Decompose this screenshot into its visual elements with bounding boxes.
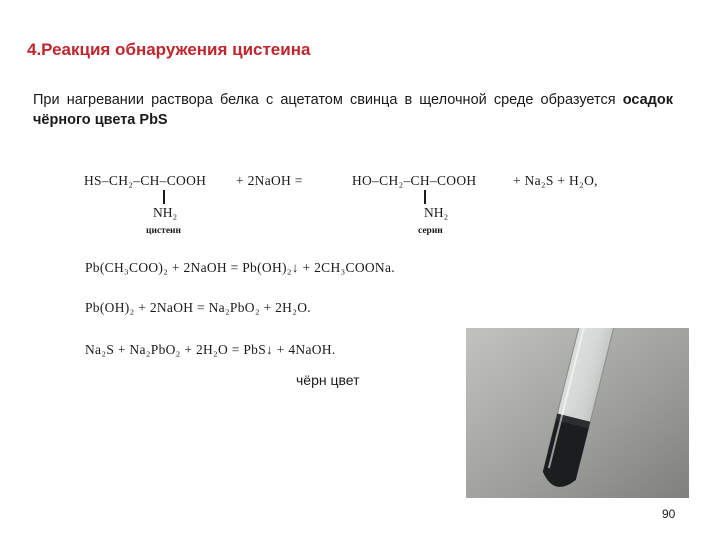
cysteine-amino-group: NH₂ (153, 205, 178, 220)
serine-bond-line (424, 190, 426, 204)
reaction4-equation: Na₂S + Na₂PbO₂ + 2H₂O = PbS↓ + 4NaOH. (85, 342, 336, 357)
reaction1-products: + Na₂S + H₂O, (513, 173, 598, 188)
intro-text: При нагревании раствора белка с ацетатом свинца в щелочной среде образуется (33, 92, 623, 108)
reaction1-naoh: + 2NaOH = (236, 173, 303, 188)
cysteine-label: цистеин (146, 226, 181, 236)
cysteine-bond-line (163, 190, 165, 204)
serine-label: серин (418, 226, 443, 236)
test-tube-photo (466, 328, 689, 498)
page-number: 90 (662, 507, 676, 521)
intro-bold-text: осадок чёрного цвета PbS (33, 92, 673, 128)
reaction3-equation: Pb(OH)₂ + 2NaOH = Na₂PbO₂ + 2H₂O. (85, 300, 311, 315)
serine-formula: HO–CH₂–CH–COOH (352, 173, 477, 188)
serine-amino-group: NH₂ (424, 205, 449, 220)
photo-caption: чёрн цвет (296, 372, 360, 388)
intro-paragraph (33, 90, 673, 130)
slide-title: 4.Реакция обнаружения цистеина (27, 40, 311, 59)
test-tube-image (466, 328, 689, 498)
cysteine-formula: HS–CH₂–CH–COOH (84, 173, 207, 188)
reaction2-equation: Pb(CH₃COO)₂ + 2NaOH = Pb(OH)₂↓ + 2CH₃COONa. (85, 260, 395, 275)
